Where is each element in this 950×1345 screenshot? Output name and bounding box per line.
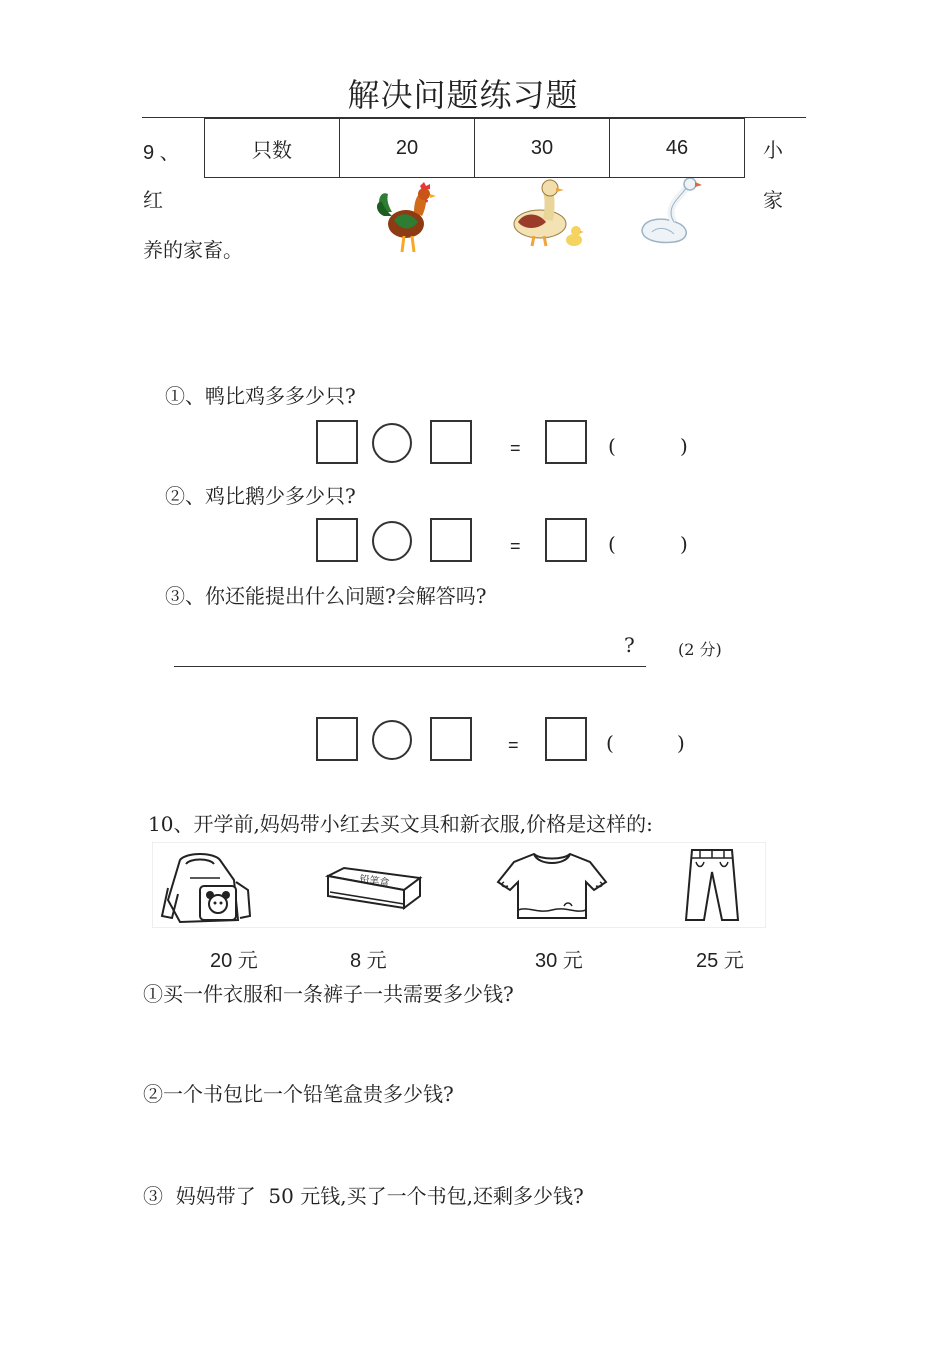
- table-header-cell: 只数: [205, 119, 340, 178]
- rooster-icon: [374, 182, 440, 256]
- q9-sub2: ②、鸡比鹅少多少只?: [165, 484, 356, 508]
- q10-sub1: ①买一件衣服和一条裤子一共需要多少钱?: [143, 982, 514, 1006]
- equals-sign: =: [508, 735, 519, 755]
- operator-circle[interactable]: [372, 423, 412, 463]
- pencil-case-label: 铅笔盒: [358, 873, 390, 890]
- unit-paren-close: ): [680, 434, 688, 458]
- pencil-case-price: 8 元: [350, 950, 387, 972]
- chicken-count-cell: 20: [340, 119, 475, 178]
- answer-box-result[interactable]: [545, 420, 587, 464]
- q9-side-text-3: 家: [763, 188, 783, 212]
- goose-icon: [634, 178, 708, 248]
- points-label: (2 分): [678, 640, 722, 659]
- q9-number: 9 、: [143, 142, 180, 164]
- operator-circle[interactable]: [372, 720, 412, 760]
- unit-paren-close: ): [680, 532, 688, 556]
- question-mark: ?: [624, 633, 635, 657]
- answer-box-operand2[interactable]: [430, 518, 472, 562]
- pencil-case-icon: [324, 866, 424, 912]
- q9-sub1: ①、鸭比鸡多多少只?: [165, 384, 356, 408]
- q10-sub3: ③ 妈妈带了 50 元钱,买了一个书包,还剩多少钱?: [143, 1184, 584, 1208]
- answer-box-operand2[interactable]: [430, 717, 472, 761]
- equals-sign: =: [510, 536, 521, 556]
- unit-paren-open: (: [608, 434, 616, 458]
- backpack-icon: [160, 850, 256, 926]
- pants-icon: [682, 846, 742, 924]
- q9-side-text-1: 小: [763, 138, 783, 162]
- q9-line3: 养的家畜。: [143, 238, 243, 262]
- q10-sub2: ②一个书包比一个铅笔盒贵多少钱?: [143, 1082, 454, 1106]
- unit-paren-open: (: [606, 731, 614, 755]
- shirt-icon: [494, 848, 610, 924]
- question-answer-line[interactable]: [174, 666, 646, 667]
- q9-side-text-2: 红: [143, 188, 163, 212]
- answer-box-operand1[interactable]: [316, 518, 358, 562]
- duck-count-cell: 30: [475, 119, 610, 178]
- answer-box-operand2[interactable]: [430, 420, 472, 464]
- goose-count-cell: 46: [610, 119, 745, 178]
- shirt-price: 30 元: [535, 950, 583, 972]
- page-title: 解决问题练习题: [347, 76, 579, 114]
- duck-icon: [508, 178, 588, 252]
- answer-box-result[interactable]: [545, 717, 587, 761]
- unit-paren-open: (: [608, 532, 616, 556]
- equals-sign: =: [510, 438, 521, 458]
- answer-box-operand1[interactable]: [316, 420, 358, 464]
- unit-paren-close: ): [677, 731, 685, 755]
- q9-sub3: ③、你还能提出什么问题?会解答吗?: [165, 584, 487, 608]
- pants-price: 25 元: [696, 950, 744, 972]
- answer-box-operand1[interactable]: [316, 717, 358, 761]
- q10-intro: 10、开学前,妈妈带小红去买文具和新衣服,价格是这样的:: [148, 812, 653, 836]
- backpack-price: 20 元: [210, 950, 258, 972]
- answer-box-result[interactable]: [545, 518, 587, 562]
- animal-count-table: [204, 118, 745, 178]
- operator-circle[interactable]: [372, 521, 412, 561]
